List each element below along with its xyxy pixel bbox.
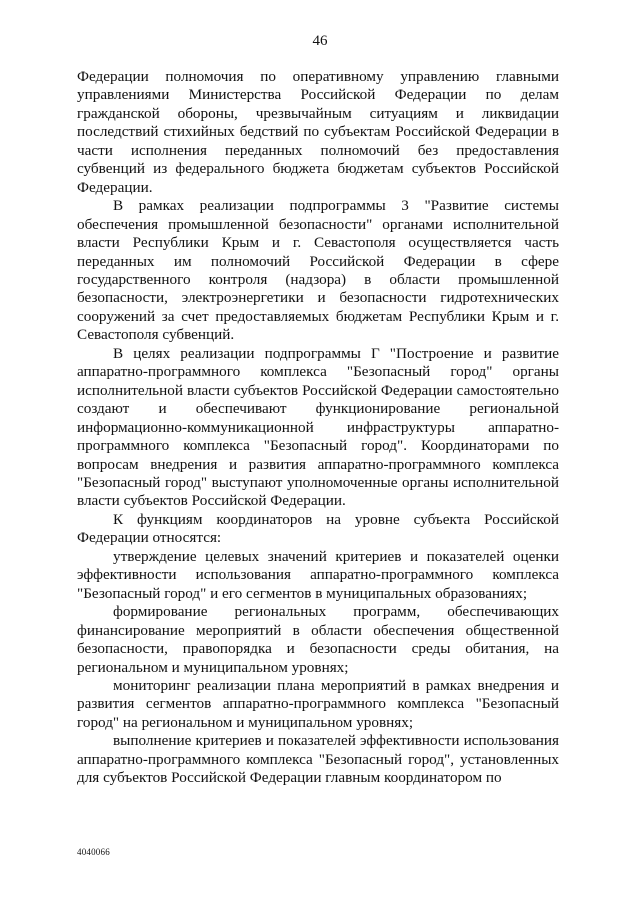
paragraph-coordinator-functions: К функциям координаторов на уровне субъекта Российской Федерации относятся: — [77, 510, 559, 547]
list-item-criteria: выполнение критериев и показателей эффективности использования аппаратно-программного комплекса "Безопасный город", установленных для субъектов Российской Федерации главным координатором по — [77, 732, 559, 787]
document-body — [77, 68, 559, 788]
paragraph-continuation: Федерации полномочия по оперативному управлению главными управлениями Министерства Российской Федерации по делам гражданской обороны, чрезвычайным ситуациям и ликвидации последствий стихийных бедствий по субъектам Российской Федерации в части исполнения переданных полномочий без предоставления субвенций из федерального бюджета бюджетам субъектов Российской Федерации. — [77, 68, 559, 196]
paragraph-subprogram-g: В целях реализации подпрограммы Г "Построение и развитие аппаратно-программного комплекса "Безопасный город" органы исполнительной власти субъектов Российской Федерации самостоятельно создают и обеспечивают функционирование региональной информационно-коммуникационной инфраструктуры аппаратно-программного комплекса "Безопасный город". Координаторами по вопросам внедрения и развития аппаратно-программного комплекса "Безопасный город" выступают уполномоченные органы исполнительной власти субъектов Российской Федерации. — [77, 344, 559, 510]
list-item-monitoring: мониторинг реализации плана мероприятий в рамках внедрения и развития сегментов аппаратно-программного комплекса "Безопасный город" на региональном и муниципальном уровнях; — [77, 676, 559, 731]
footer-document-code: 4040066 — [77, 847, 110, 857]
paragraph-subprogram-3: В рамках реализации подпрограммы 3 "Развитие системы обеспечения промышленной безопасности" органами исполнительной власти Республики Крым и г. Севастополя осуществляется часть переданных им полномочий Российской Федерации в сфере государственного контроля (надзора) в области промышленной безопасности, электроэнергетики и безопасности гидротехнических сооружений за счет предоставляемых бюджетам Республики Крым и г. Севастополя субвенций. — [77, 197, 559, 344]
list-item-programs: формирование региональных программ, обеспечивающих финансирование мероприятий в области обеспечения общественной безопасности, правопорядка и безопасности среды обитания, на региональном и муниципальном уровнях; — [77, 603, 559, 676]
list-item-approval: утверждение целевых значений критериев и показателей оценки эффективности использования аппаратно-программного комплекса "Безопасный город" и его сегментов в муниципальных образованиях; — [77, 547, 559, 602]
page-number: 46 — [312, 33, 328, 49]
